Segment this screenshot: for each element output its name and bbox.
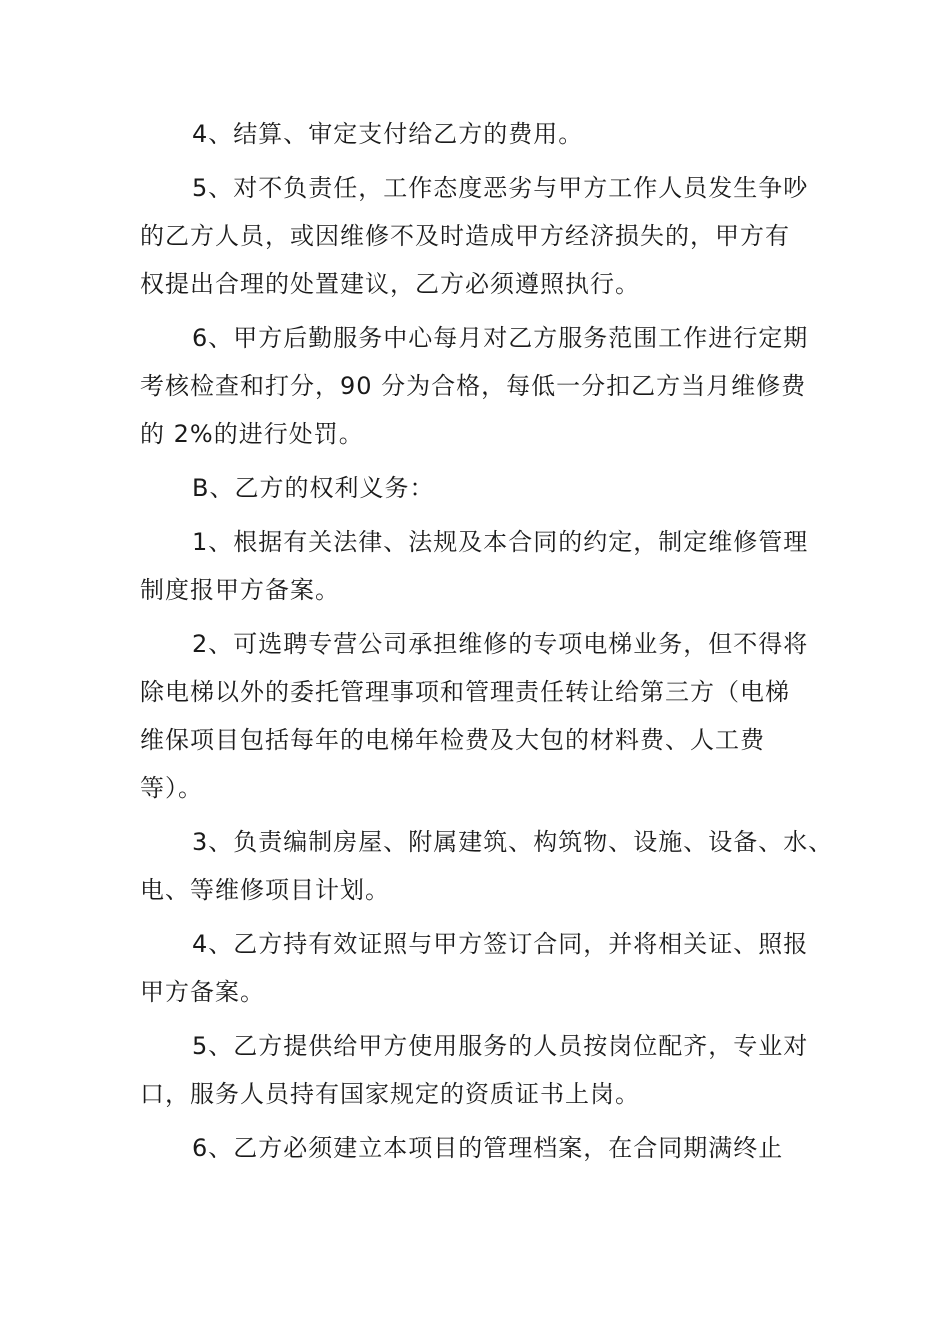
paragraph-b2: [140, 620, 830, 812]
text-line: 1、根据有关法律、法规及本合同的约定，制定维修管理: [192, 528, 809, 556]
paragraph-b3: [140, 818, 834, 914]
text-line: 维保项目包括每年的电梯年检费及大包的材料费、人工费: [140, 726, 765, 754]
text-line: 考核检查和打分，90 分为合格，每低一分扣乙方当月维修费: [140, 372, 807, 400]
text-line: 3、负责编制房屋、附属建筑、构筑物、设施、设备、水、: [192, 828, 834, 856]
text-line: B、乙方的权利义务：: [192, 474, 435, 502]
paragraph-b5: [140, 1022, 830, 1118]
text-line: 4、乙方持有效证照与甲方签订合同，并将相关证、照报: [192, 930, 809, 958]
text-line: 5、乙方提供给甲方使用服务的人员按岗位配齐，专业对: [192, 1032, 809, 1060]
text-line: 口，服务人员持有国家规定的资质证书上岗。: [140, 1080, 640, 1108]
section-heading-b: [140, 464, 830, 512]
paragraph-a5: [140, 164, 830, 308]
text-line: 5、对不负责任，工作态度恶劣与甲方工作人员发生争吵: [192, 174, 809, 202]
paragraph-a4: [140, 110, 830, 158]
text-line: 的乙方人员，或因维修不及时造成甲方经济损失的，甲方有: [140, 222, 790, 250]
text-line: 除电梯以外的委托管理事项和管理责任转让给第三方（电梯: [140, 678, 790, 706]
paragraph-b6: [140, 1124, 830, 1172]
document-body: [140, 110, 834, 1178]
paragraph-b4: [140, 920, 830, 1016]
text-line: 电、等维修项目计划。: [140, 876, 390, 904]
paragraph-b1: [140, 518, 830, 614]
text-line: 权提出合理的处置建议，乙方必须遵照执行。: [140, 270, 640, 298]
text-line: 2、可选聘专营公司承担维修的专项电梯业务，但不得将: [192, 630, 809, 658]
text-line: 制度报甲方备案。: [140, 576, 340, 604]
text-line: 6、乙方必须建立本项目的管理档案，在合同期满终止: [192, 1134, 784, 1162]
text-line: 4、结算、审定支付给乙方的费用。: [192, 120, 584, 148]
text-line: 甲方备案。: [140, 978, 265, 1006]
text-line: 的 2%的进行处罚。: [140, 420, 364, 448]
text-line: 6、甲方后勤服务中心每月对乙方服务范围工作进行定期: [192, 324, 809, 352]
paragraph-a6: [140, 314, 830, 458]
text-line: 等）。: [140, 774, 203, 802]
